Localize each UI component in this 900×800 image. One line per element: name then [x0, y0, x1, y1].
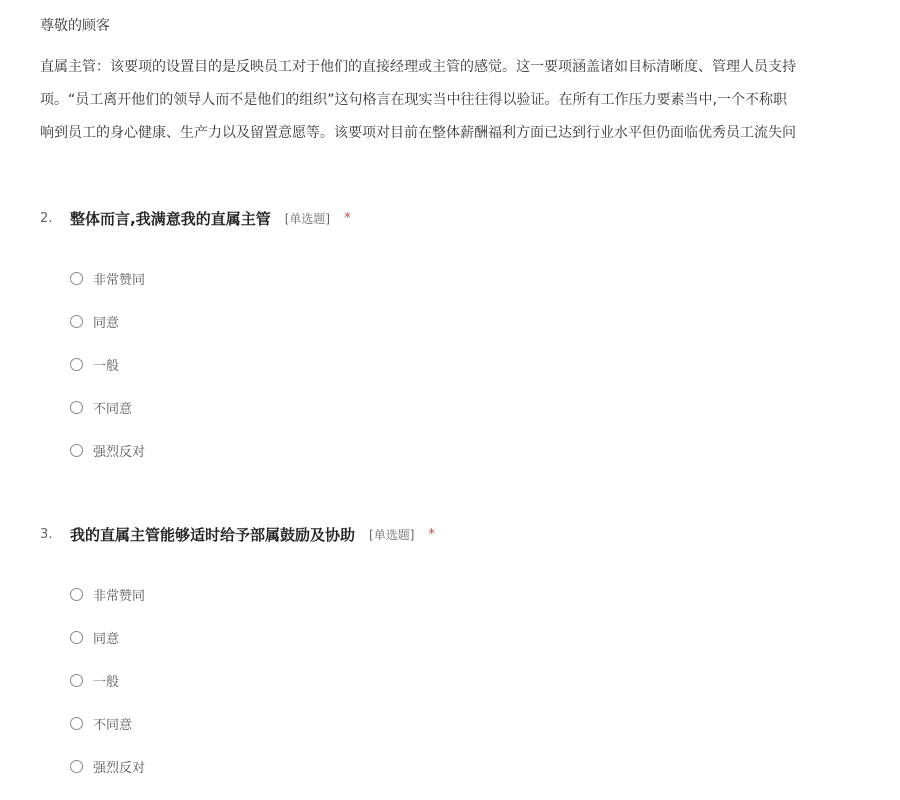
option-label: 非常赞同: [93, 588, 146, 604]
option-label: 非常赞同: [93, 272, 146, 288]
required-marker: *: [428, 526, 435, 542]
intro-paragraph: [40, 57, 900, 156]
option-strongly-disagree[interactable]: [70, 756, 145, 776]
radio-button[interactable]: [70, 358, 83, 371]
question-number: 3.: [40, 526, 53, 542]
option-list: [70, 268, 145, 483]
radio-button[interactable]: [70, 760, 83, 773]
option-strongly-agree[interactable]: [70, 268, 145, 288]
question-2: [40, 207, 860, 460]
option-label: 一般: [93, 674, 120, 690]
radio-button[interactable]: [70, 631, 83, 644]
option-neutral[interactable]: [70, 670, 145, 690]
question-text: 我的直属主管能够适时给予部属鼓励及协助: [70, 525, 356, 544]
option-label: 不同意: [93, 401, 133, 417]
radio-button[interactable]: [70, 674, 83, 687]
radio-button[interactable]: [70, 401, 83, 414]
radio-button[interactable]: [70, 315, 83, 328]
radio-button[interactable]: [70, 717, 83, 730]
greeting-text: 尊敬的顾客: [40, 18, 110, 34]
option-label: 不同意: [93, 717, 133, 733]
intro-line: 项。“员工离开他们的领导人而不是他们的组织”这句格言在现实当中往往得以验证。在所有工作压力要素当中,一个不称职: [40, 92, 787, 108]
option-label: 强烈反对: [93, 444, 146, 460]
question-number: 2.: [40, 210, 53, 226]
question-title: [40, 523, 860, 545]
intro-line: 直属主管：该要项的设置目的是反映员工对于他们的直接经理或主管的感觉。这一要项涵盖诸如目标清晰度、管理人员支持: [40, 59, 796, 75]
option-label: 一般: [93, 358, 120, 374]
option-agree[interactable]: [70, 627, 145, 647]
option-disagree[interactable]: [70, 397, 145, 417]
option-neutral[interactable]: [70, 354, 145, 374]
question-text: 整体而言,我满意我的直属主管: [70, 209, 271, 228]
radio-button[interactable]: [70, 444, 83, 457]
question-type-label: [单选题]: [369, 527, 415, 542]
radio-button[interactable]: [70, 588, 83, 601]
option-disagree[interactable]: [70, 713, 145, 733]
option-label: 同意: [93, 631, 120, 647]
option-agree[interactable]: [70, 311, 145, 331]
option-strongly-disagree[interactable]: [70, 440, 145, 460]
radio-button[interactable]: [70, 272, 83, 285]
option-label: 强烈反对: [93, 760, 146, 776]
option-list: [70, 584, 145, 799]
question-3: [40, 523, 860, 776]
option-strongly-agree[interactable]: [70, 584, 145, 604]
required-marker: *: [344, 210, 351, 226]
question-title: [40, 207, 860, 229]
intro-line: 响到员工的身心健康、生产力以及留置意愿等。该要项对目前在整体薪酬福利方面已达到行业水平但仍面临优秀员工流失问: [40, 125, 796, 141]
option-label: 同意: [93, 315, 120, 331]
question-type-label: [单选题]: [284, 211, 331, 226]
